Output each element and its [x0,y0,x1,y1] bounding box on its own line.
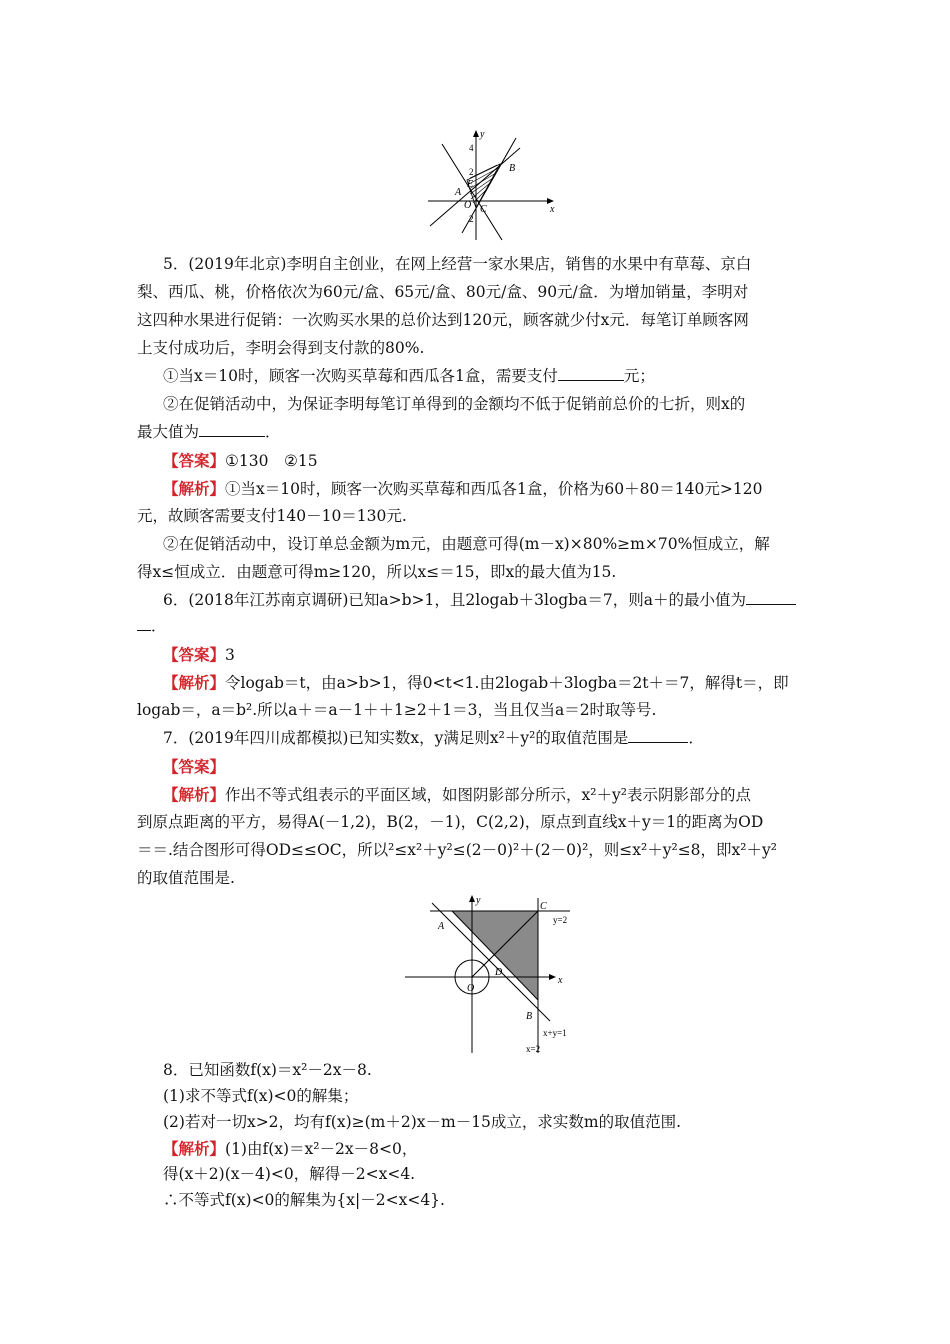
q5-analysis-2: 元，故顾客需要支付140－10＝130元. [137,507,407,525]
q6-answer-text: 3 [225,646,235,664]
fig1-label-x: x [550,204,555,215]
answer-blank [199,422,265,437]
fig1-label-B: B [509,163,516,174]
answer-blank [137,616,151,631]
figure-1-feasible-region [420,128,570,246]
fig2-label-y: y [476,895,481,906]
q6-analysis-1 [163,670,843,696]
fig2-label-C: C [540,901,547,912]
fig2-label-D: D [495,967,503,978]
q7-answer [163,754,843,780]
q7-line-1 [163,726,843,751]
answer-tag: 【答案】 [163,451,226,470]
q5-analysis-1 [163,476,843,502]
q5-sub-1 [163,364,843,389]
q7-analysis-2: 到原点距离的平方，易得A(－1,2)，B(2，－1)，C(2,2)，原点到直线x＋y＝1的距离为OD [137,813,764,831]
fig1-tick-2: 2 [469,167,474,177]
fig1-tick-4: 4 [469,143,474,153]
q6-line-1 [163,588,843,613]
q5-sub1-post: 元； [623,367,655,385]
fig2-label-x: x [558,975,563,986]
q7-analysis-3: ＝＝.结合图形可得OD≤≤OC，所以²≤x²＋y²≤(2－0)²＋(2－0)²，则≤x²＋y²≤8，即x²＋y² [137,841,777,859]
q8-analysis-2: 得(x＋2)(x－4)<0，解得－2<x<4. [163,1165,416,1183]
q6-line-1-text: 6．(2018年江苏南京调研)已知a>b>1，且2logab＋3logba＝7，则a＋的最小值为 [163,591,746,609]
q8-analysis-1-text: (1)由f(x)＝x²－2x－8<0， [225,1140,418,1158]
q5-sub-2-line-1: ②在促销活动中，为保证李明每笔订单得到的金额均不低于促销前总价的七折，则x的 [163,395,746,413]
analysis-tag: 【解析】 [163,673,226,692]
fig2-label-A: A [438,921,445,932]
q5-sub2-post: ． [265,423,281,441]
answer-tag: 【答案】 [163,757,226,776]
line-2 [430,148,520,226]
analysis-tag: 【解析】 [163,479,226,498]
analysis-tag: 【解析】 [163,1139,226,1158]
q5-analysis-1-text: ①当x＝10时，顾客一次购买草莓和西瓜各1盒，价格为60＋80＝140元>120 [225,480,763,498]
q5-line-2: 梨、西瓜、桃，价格依次为60元/盒、65元/盒、80元/盒、90元/盒．为增加销量，李明对 [137,283,749,301]
line-1 [442,144,502,240]
q5-answer-text: ①130 ②15 [225,452,318,470]
q7-analysis-1-text: 作出不等式组表示的平面区域，如图阴影部分所示，x²＋y²表示阴影部分的点 [225,786,751,804]
q5-sub-2-line-2 [137,420,817,445]
q5-analysis-4: 得x≤恒成立．由题意可得m≥120，所以x≤＝15，即x的最大值为15. [137,563,617,581]
answer-blank [746,590,796,605]
fig1-label-A: A [455,187,462,198]
q8-analysis-3: ∴不等式f(x)<0的解集为{x|－2<x<4}. [163,1191,445,1209]
answer-blank [558,366,624,381]
q8-part-1: (1)求不等式f(x)<0的解集； [163,1087,359,1105]
q5-line-1: 5．(2019年北京)李明自主创业，在网上经营一家水果店，销售的水果中有草莓、京白 [163,255,752,273]
fig1-label-E: E [467,179,474,190]
fig1-tick-neg2: 2 [469,214,474,224]
fig1-label-C: C [480,204,487,215]
q8-part-2: (2)若对一切x>2，均有f(x)≥(m＋2)x－m－15成立，求实数m的取值范围. [163,1113,682,1131]
q7-analysis-1 [163,782,843,808]
q6-analysis-1-text: 令logab＝t，由a>b>1，得0<t<1.由2logab＋3logba＝2t＋＝7，解得t＝，即 [225,674,789,692]
q8-analysis-1 [163,1136,843,1162]
fig2-label-O: O [467,983,475,994]
q5-answer [163,448,843,474]
q5-line-3: 这四种水果进行促销：一次购买水果的总价达到120元，顾客就少付x元．每笔订单顾客网 [137,311,749,329]
q6-answer [163,642,843,668]
q8-line-1: 8．已知函数f(x)＝x²－2x－8. [163,1061,372,1079]
q6-line-2 [137,614,817,639]
fig2-label-x-plus-y: x+y=1 [543,1028,567,1038]
answer-blank [628,728,688,743]
analysis-tag: 【解析】 [163,785,226,804]
figure-2-feasible-region [400,893,590,1058]
q5-line-4: 上支付成功后，李明会得到支付款的80%. [137,339,425,357]
q7-line-1-text: 7．(2019年四川成都模拟)已知实数x，y满足则x²＋y²的取值范围是 [163,729,629,747]
q7-line-1-post: ． [688,729,704,747]
fig1-label-y: y [480,129,485,140]
fig2-label-y2: y=2 [553,915,568,925]
q6-line-2-post: ． [151,617,167,635]
answer-tag: 【答案】 [163,645,226,664]
fig1-label-O: O [464,200,472,211]
q5-sub1-text: ①当x＝10时，顾客一次购买草莓和西瓜各1盒，需要支付 [163,367,558,385]
fig2-label-x2: x=2 [526,1044,541,1054]
q6-analysis-2: logab＝，a＝b².所以a＋＝a－1＋＋1≥2＋1＝3，当且仅当a＝2时取等号. [137,701,657,719]
q5-sub2-text: 最大值为 [137,423,200,441]
fig2-label-B: B [526,1011,533,1022]
q5-analysis-3: ②在促销活动中，设订单总金额为m元，由题意可得(m－x)×80%≥m×70%恒成立，解 [163,535,770,553]
q7-analysis-4: 的取值范围是. [137,869,235,887]
